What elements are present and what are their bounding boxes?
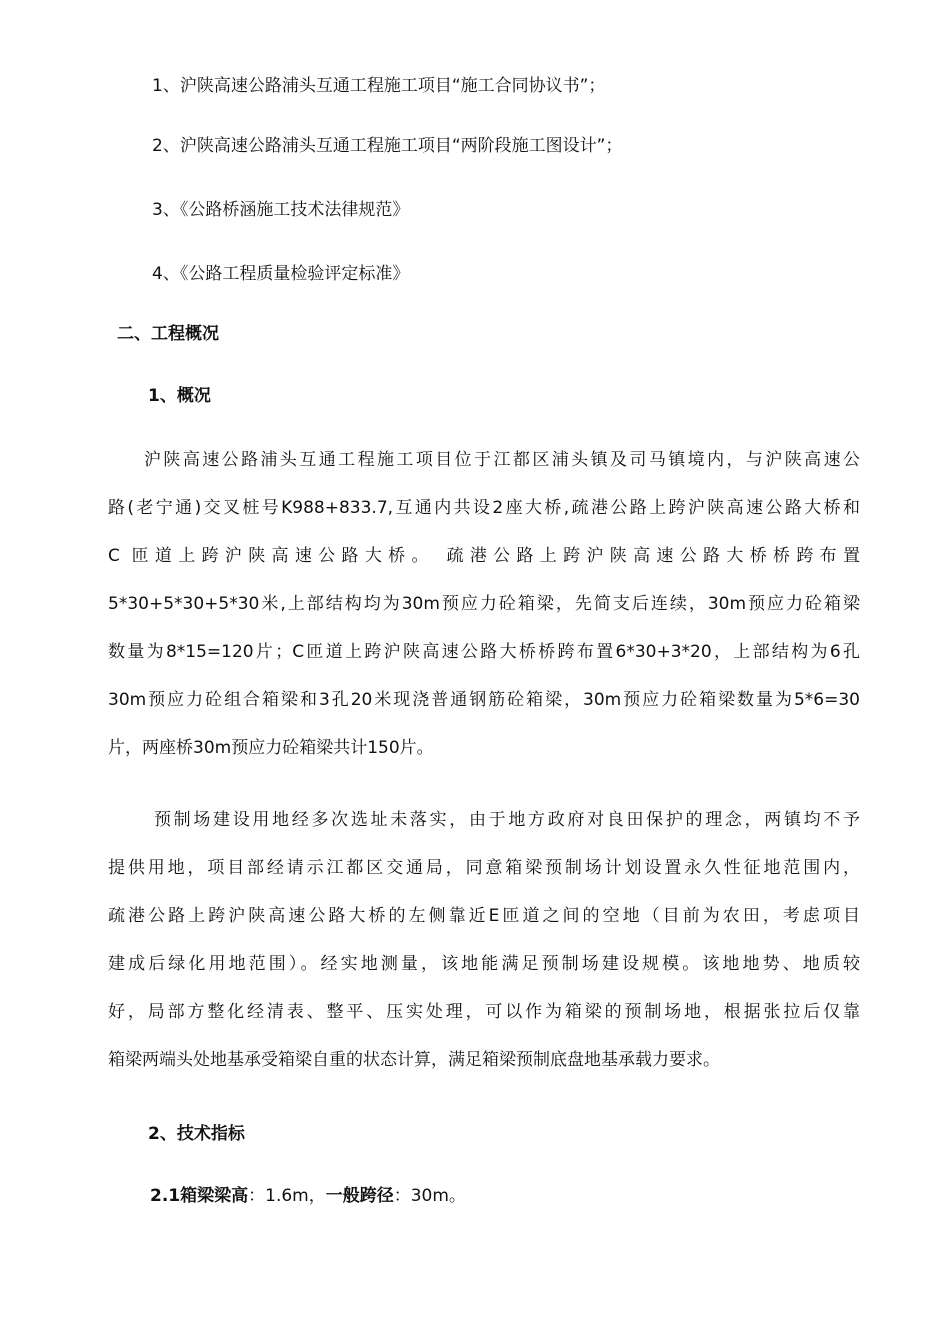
spec-2-1	[150, 1184, 466, 1208]
paragraph-line: 提供用地，项目部经请示江都区交通局，同意箱梁预制场计划设置永久性征地范围内，	[108, 858, 860, 878]
paragraph-line: C 匝道上跨沪陕高速公路大桥。 疏港公路上跨沪陕高速公路大桥桥跨布置	[108, 546, 860, 566]
paragraph-line: 沪陕高速公路浦头互通工程施工项目位于江都区浦头镇及司马镇境内，与沪陕高速公	[144, 450, 860, 470]
spec-value-beam-height: ：1.6m，	[248, 1186, 326, 1206]
spec-value-span: ：30m。	[393, 1186, 466, 1206]
paragraph-line: 预制场建设用地经多次选址未落实，由于地方政府对良田保护的理念，两镇均不予	[154, 810, 860, 830]
paragraph-line: 箱梁两端头处地基承受箱梁自重的状态计算，满足箱梁预制底盘地基承载力要求。	[108, 1050, 720, 1070]
reference-item-2: 2、沪陕高速公路浦头互通工程施工项目“两阶段施工图设计”；	[152, 136, 623, 156]
spec-label-span: 一般跨径	[325, 1186, 394, 1206]
precast-yard-paragraph	[108, 796, 860, 1084]
paragraph-line: 30m预应力砼组合箱梁和3孔20米现浇普通钢筋砼箱梁，30m预应力砼箱梁数量为5*6=30	[108, 690, 860, 710]
paragraph-line: 片，两座桥30m预应力砼箱梁共计150片。	[108, 738, 434, 758]
section-title: 二、工程概况	[117, 324, 219, 344]
paragraph-line: 好，局部方整化经清表、整平、压实处理，可以作为箱梁的预制场地，根据张拉后仅靠	[108, 1002, 860, 1022]
paragraph-line: 建成后绿化用地范围）。经实地测量，该地能满足预制场建设规模。该地地势、地质较	[108, 954, 860, 974]
reference-item-1: 1、沪陕高速公路浦头互通工程施工项目“施工合同协议书”；	[152, 76, 606, 96]
paragraph-line: 路(老宁通)交叉桩号K988+833.7,互通内共设2座大桥,疏港公路上跨沪陕高速公路大桥和	[108, 498, 860, 518]
spec-label-beam-height: 2.1箱梁梁高	[150, 1186, 249, 1206]
reference-item-4: 4、《公路工程质量检验评定标准》	[152, 264, 410, 284]
paragraph-line: 5*30+5*30+5*30米,上部结构均为30m预应力砼箱梁，先简支后连续，30m预应力砼箱梁	[108, 594, 860, 614]
paragraph-line: 疏港公路上跨沪陕高速公路大桥的左侧靠近E匝道之间的空地（目前为农田，考虑项目	[108, 906, 860, 926]
paragraph-line: 数量为8*15=120片；C匝道上跨沪陕高速公路大桥桥跨布置6*30+3*20，上部结构为6孔	[108, 642, 860, 662]
reference-item-3: 3、《公路桥涵施工技术法律规范》	[152, 200, 410, 220]
subsection-title-technical-specs: 2、技术指标	[148, 1124, 245, 1144]
subsection-title-overview: 1、概况	[148, 386, 211, 406]
overview-paragraph	[108, 436, 860, 772]
